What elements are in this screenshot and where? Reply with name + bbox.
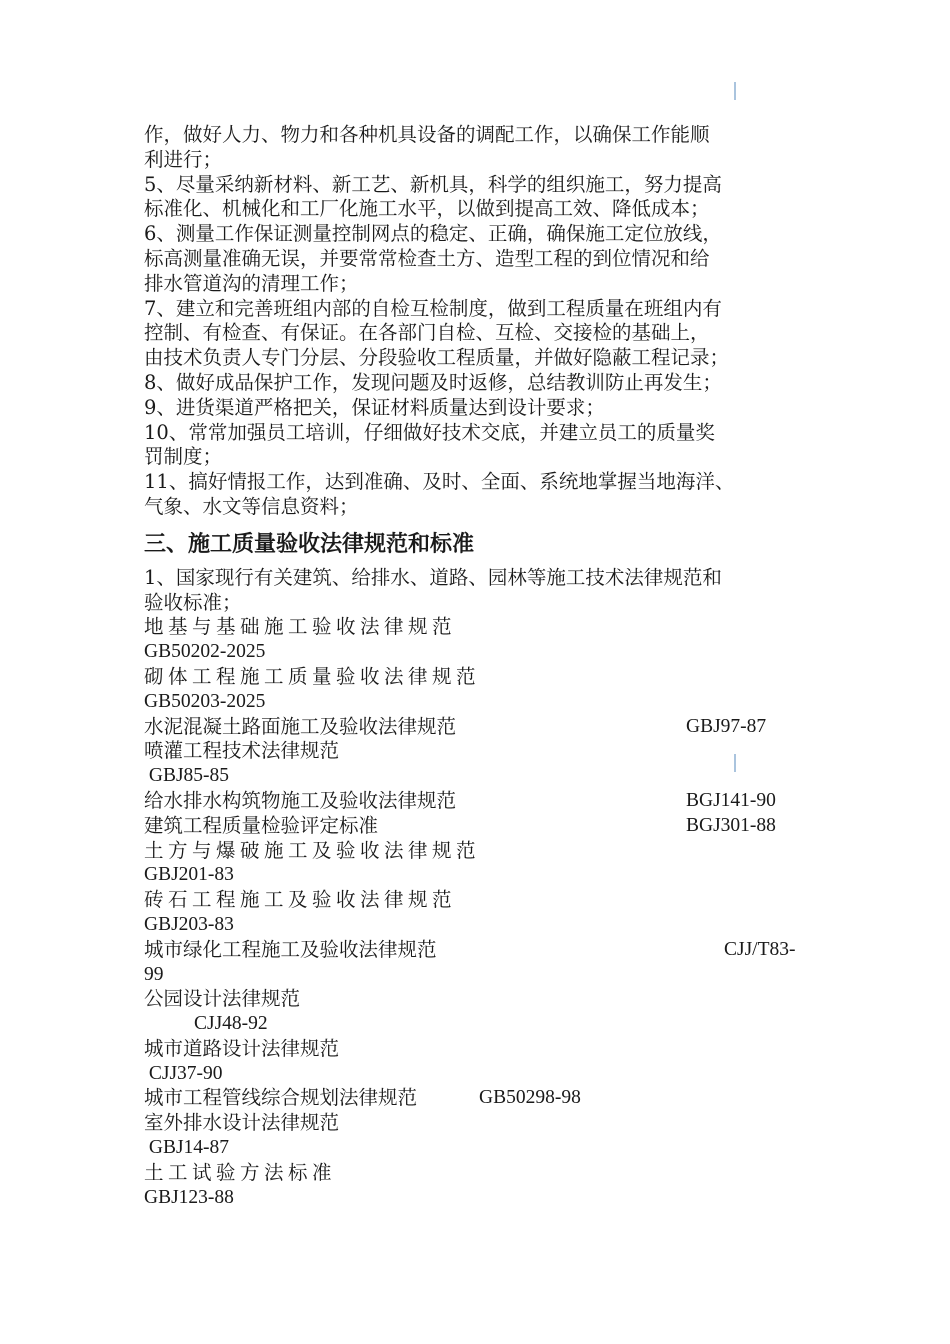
standard-row (144, 1086, 814, 1111)
standard-row (144, 789, 814, 814)
standard-code: GBJ85-85 (144, 765, 230, 787)
standard-code: CJJ37-90 (144, 1062, 223, 1084)
standard-name: 公园设计法律规范 (144, 987, 301, 1011)
paragraph-line: 7、建立和完善班组内部的自检互检制度，做到工程质量在班组内有 (144, 296, 722, 320)
standard-code: GBJ97-87 (686, 715, 767, 737)
standard-name: 城市道路设计法律规范 (144, 1036, 340, 1060)
intro-line: 1、国家现行有关建筑、给排水、道路、园林等施工技术法律规范和 (144, 565, 722, 589)
standard-name: 给水排水构筑物施工及验收法律规范 (144, 788, 457, 812)
intro-line: 验收标准； (144, 590, 242, 614)
standard-code: BGJ301-88 (686, 814, 776, 836)
standard-name: 城市绿化工程施工及验收法律规范 (144, 937, 437, 961)
paragraph-line: 作，做好人力、物力和各种机具设备的调配工作，以确保工作能顺 (144, 123, 710, 146)
paragraph-line: 8、做好成品保护工作，发现问题及时返修，总结教训防止再发生； (144, 370, 722, 394)
paragraph-line: 标高测量准确无误，并要常常检查土方、造型工程的到位情况和给 (144, 246, 710, 270)
paragraph-line: 排水管道沟的清理工作； (144, 271, 359, 295)
standard-code: GBJ123-88 (144, 1186, 234, 1208)
standard-name: 土方与爆破施工及验收法律规范 (144, 838, 481, 862)
paragraph-line: 标准化、机械化和工厂化施工水平，以做到提高工效、降低成本； (144, 197, 710, 221)
paragraph-line: 11、搞好情报工作，达到准确、及时、全面、系统地掌握当地海洋、 (144, 470, 735, 494)
section-heading: 三、施工质量验收法律规范和标准 (144, 531, 475, 557)
standard-name: 砖石工程施工及验收法律规范 (144, 888, 457, 912)
paragraph-line: 10、常常加强员工培训，仔细做好技术交底，并建立员工的质量奖 (144, 420, 715, 444)
standard-code-continued: 99 (144, 963, 164, 985)
standard-code: GB50202-2025 (144, 641, 266, 663)
standard-name: 砌体工程施工质量验收法律规范 (144, 664, 481, 688)
standard-name: 城市工程管线综合规划法律规范 (144, 1086, 418, 1110)
paragraph-line: 利进行； (144, 147, 223, 171)
paragraph-line: 控制、有检查、有保证。在各部门自检、互检、交接检的基础上， (144, 321, 710, 345)
standard-code: GB50298-98 (479, 1087, 581, 1109)
paragraph-line: 由技术负责人专门分层、分段验收工程质量，并做好隐蔽工程记录； (144, 346, 730, 370)
paragraph-line: 5、尽量采纳新材料、新工艺、新机具，科学的组织施工，努力提高 (144, 172, 722, 196)
standard-name: 水泥混凝土路面施工及验收法律规范 (144, 714, 457, 738)
paragraph-line: 罚制度； (144, 445, 223, 469)
standard-name: 室外排水设计法律规范 (144, 1111, 340, 1135)
standard-name: 土工试验方法标准 (144, 1160, 337, 1184)
paragraph-line: 9、进货渠道严格把关，保证材料质量达到设计要求； (144, 395, 605, 419)
standard-code: GBJ14-87 (144, 1137, 230, 1159)
standard-row (144, 814, 814, 839)
standard-code: CJJ48-92 (194, 1013, 268, 1035)
standard-code: BGJ141-90 (686, 789, 776, 811)
standard-code: GB50203-2025 (144, 690, 266, 712)
standard-row (144, 938, 814, 963)
standard-code: GBJ201-83 (144, 864, 234, 886)
standard-row (144, 715, 814, 740)
edit-marker-top (734, 82, 736, 100)
paragraph-line: 气象、水文等信息资料； (144, 494, 359, 518)
standard-name: 喷灌工程技术法律规范 (144, 739, 340, 763)
paragraph-line: 6、测量工作保证测量控制网点的稳定、正确，确保施工定位放线， (144, 222, 722, 246)
document-page (144, 123, 814, 1210)
standard-code: CJJ/T83- (724, 938, 796, 960)
standard-code: GBJ203-83 (144, 913, 234, 935)
standard-name: 建筑工程质量检验评定标准 (144, 813, 379, 837)
standard-name: 地基与基础施工验收法律规范 (144, 615, 457, 639)
